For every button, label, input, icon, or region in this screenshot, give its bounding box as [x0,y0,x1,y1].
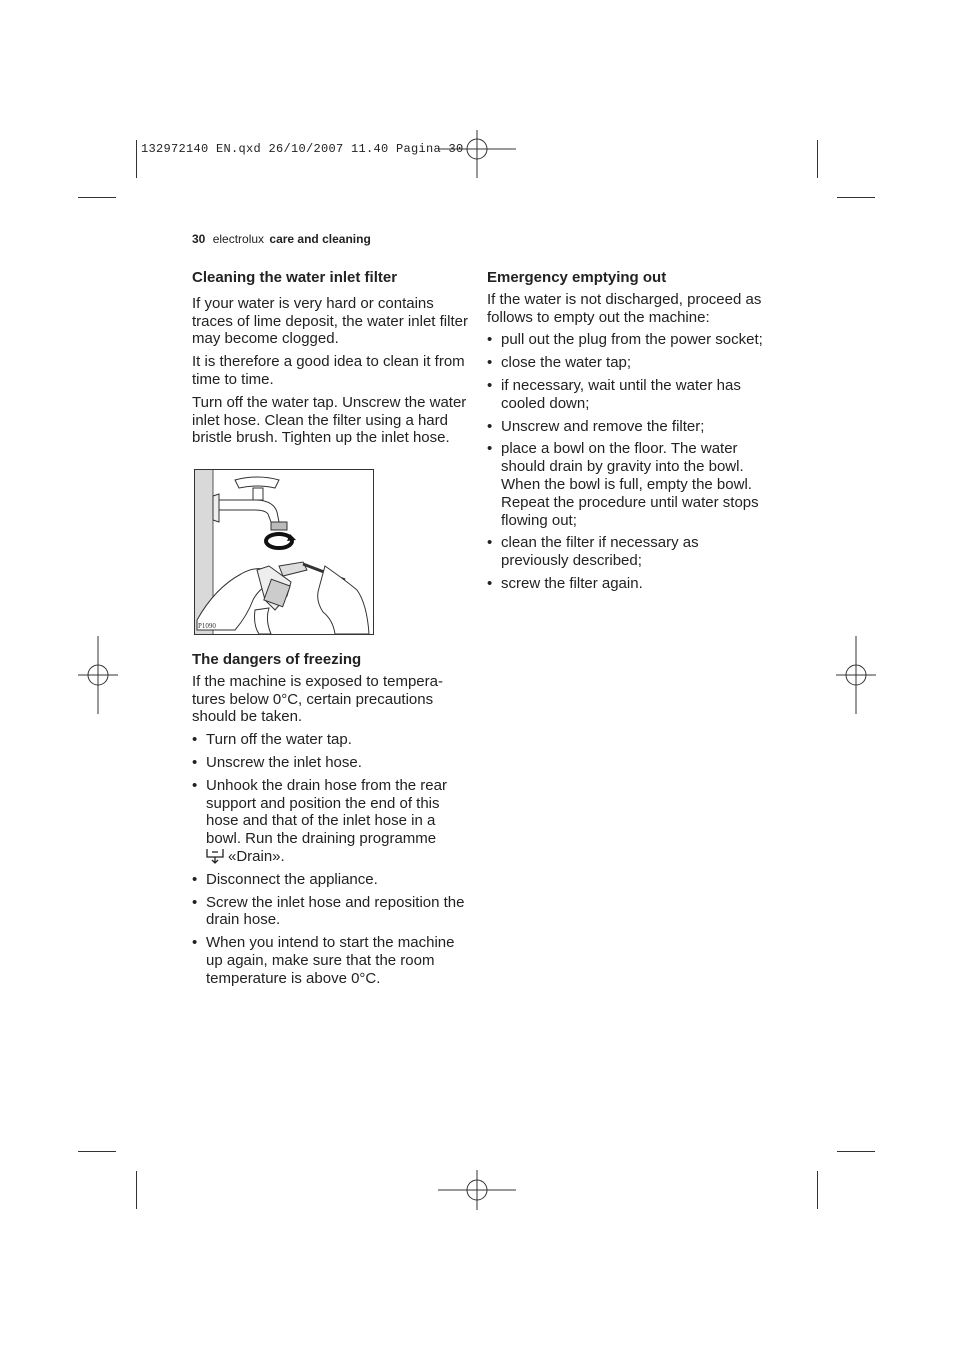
section-title: care and cleaning [269,232,371,246]
drain-programme-icon [206,848,224,864]
drain-label: «Drain». [228,847,285,865]
list-item: • Screw the inlet hose and reposition the drain hose. [192,894,472,930]
list-item: • screw the filter again. [487,575,767,593]
inlet-filter-heading: Cleaning the water inlet filter [192,269,398,286]
filter-cleaning-illustration [194,469,374,635]
inlet-paragraph: Turn off the water tap. Unscrew the water inlet hose. Clean the filter using a hard bristle brush. Tighten up the inlet hose. [192,393,467,447]
inlet-paragraph: If your water is very hard or contains traces of lime deposit, the water inlet filter may become clogged. [192,294,468,348]
freezing-heading: The dangers of freezing [192,651,362,668]
running-header [192,232,371,246]
crop-mark-bottom-right-horizontal [837,1151,875,1152]
list-item [192,777,472,866]
registration-mark-icon [438,1170,516,1210]
emergency-heading: Emergency emptying out [487,269,667,286]
list-item: • Turn off the water tap. [192,731,472,749]
print-slug: 132972140 EN.qxd 26/10/2007 11.40 Pagina 30 [141,142,464,156]
emergency-list [487,331,767,592]
left-column-top [192,269,472,452]
list-item: • if necessary, wait until the water has cooled down; [487,377,767,413]
list-item: • Disconnect the appliance. [192,871,472,889]
left-column-bottom [192,651,472,993]
crop-mark-bottom-right-vertical [817,1171,818,1209]
registration-mark-icon [78,636,118,714]
crop-mark-top-right-horizontal [837,197,875,198]
list-item: • clean the filter if necessary as previously described; [487,534,767,570]
list-item: • When you intend to start the machine up again, make sure that the room temperature is above 0°C. [192,934,472,987]
registration-mark-icon [836,636,876,714]
list-item: • Unscrew the inlet hose. [192,754,472,772]
crop-mark-top-left-horizontal [78,197,116,198]
freezing-intro: If the machine is exposed to tempera-tures below 0°C, certain precautions should be taken. [192,672,443,726]
list-item: • Unscrew and remove the filter; [487,418,767,436]
registration-mark-icon [438,130,516,178]
tap-and-brush-drawing [195,470,373,634]
page-number: 30 [192,232,206,246]
crop-mark-top-right-vertical [817,140,818,178]
list-item-text: Unhook the drain hose from the rear support and position the end of this hose and that of the inlet hose in a bowl. Run the draining programme [206,776,447,848]
crop-mark-bottom-left-horizontal [78,1151,116,1152]
freezing-list [192,731,472,987]
emergency-intro: If the water is not discharged, proceed as follows to empty out the machine: [487,290,762,326]
crop-mark-bottom-left-vertical [136,1171,137,1209]
figure-code: P1090 [198,622,216,630]
list-item: • close the water tap; [487,354,767,372]
list-item: • pull out the plug from the power socket; [487,331,767,349]
brand-name: electrolux [212,232,265,246]
list-item: • place a bowl on the floor. The water should drain by gravity into the bowl. When the bowl is full, empty the bowl. Repeat the procedure until water stops flowing out; [487,440,767,529]
crop-mark-top-left-vertical [136,140,137,178]
right-column [487,269,767,598]
inlet-paragraph: It is therefore a good idea to clean it from time to time. [192,353,465,388]
